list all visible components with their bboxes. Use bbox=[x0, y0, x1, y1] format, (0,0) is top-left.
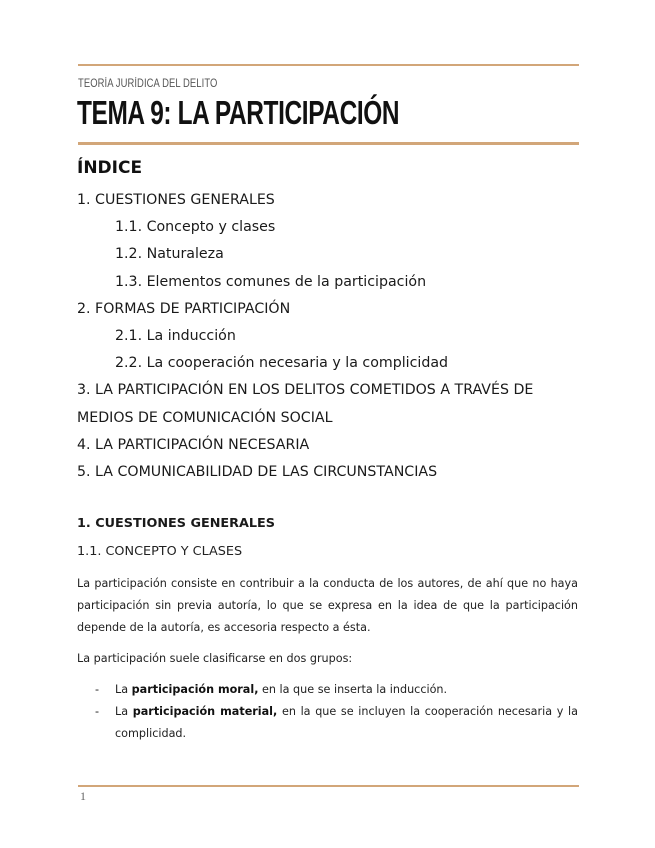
toc-item-3: 3. LA PARTICIPACIÓN EN LOS DELITOS COMETIDOS A TRAVÉS DE bbox=[77, 382, 534, 399]
title-divider bbox=[78, 142, 579, 145]
list-item-term: participación material, bbox=[132, 705, 278, 718]
page-number: 1 bbox=[80, 789, 86, 803]
top-divider bbox=[78, 64, 579, 66]
list-item bbox=[77, 679, 578, 701]
toc-item-1: 1. CUESTIONES GENERALES bbox=[77, 192, 275, 208]
paragraph: La participación consiste en contribuir a la conducta de los autores, de ahí que no haya participación sin previa autoría, lo que se expresa en la idea de que la participación depende de la autoría, es accesoria respecto a ésta. bbox=[77, 577, 578, 634]
toc-item-1-2: 1.2. Naturaleza bbox=[115, 246, 224, 263]
list-item-term: participación moral, bbox=[131, 683, 259, 696]
toc-item-5: 5. LA COMUNICABILIDAD DE LAS CIRCUNSTANCIAS bbox=[77, 464, 438, 481]
section-heading: 1. CUESTIONES GENERALES bbox=[77, 516, 276, 531]
table-of-contents bbox=[77, 187, 557, 486]
dash-bullet: - bbox=[95, 683, 100, 696]
list-item-prefix: La bbox=[115, 683, 132, 696]
list-item-text: en la que se inserta la inducción. bbox=[258, 683, 448, 696]
toc-item-2-1: 2.1. La inducción bbox=[115, 328, 236, 345]
footer-divider bbox=[78, 785, 579, 787]
toc-item-1-3: 1.3. Elementos comunes de la participación bbox=[115, 273, 427, 290]
list-item-prefix: La bbox=[115, 705, 133, 718]
toc-item-2: 2. FORMAS DE PARTICIPACIÓN bbox=[77, 300, 291, 317]
index-heading: ÍNDICE bbox=[77, 158, 143, 178]
toc-item-1-1: 1.1. Concepto y clases bbox=[115, 219, 276, 236]
list-item bbox=[77, 701, 578, 745]
paragraph: La participación suele clasificarse en dos grupos: bbox=[77, 652, 353, 665]
toc-item-3-continued: MEDIOS DE COMUNICACIÓN SOCIAL bbox=[77, 409, 333, 426]
page-title: TEMA 9: LA PARTICIPACIÓN bbox=[77, 94, 400, 131]
toc-item-2-2: 2.2. La cooperación necesaria y la complicidad bbox=[115, 355, 449, 372]
toc-item-4: 4. LA PARTICIPACIÓN NECESARIA bbox=[77, 436, 310, 453]
subsection-heading: 1.1. CONCEPTO Y CLASES bbox=[77, 544, 243, 559]
bullet-list bbox=[77, 679, 578, 745]
list-item-text: en la que se incluyen la cooperación necesaria y la complicidad. bbox=[115, 705, 578, 740]
dash-bullet: - bbox=[95, 705, 100, 718]
subject-label: TEORÍA JURÍDICA DEL DELITO bbox=[78, 78, 218, 90]
